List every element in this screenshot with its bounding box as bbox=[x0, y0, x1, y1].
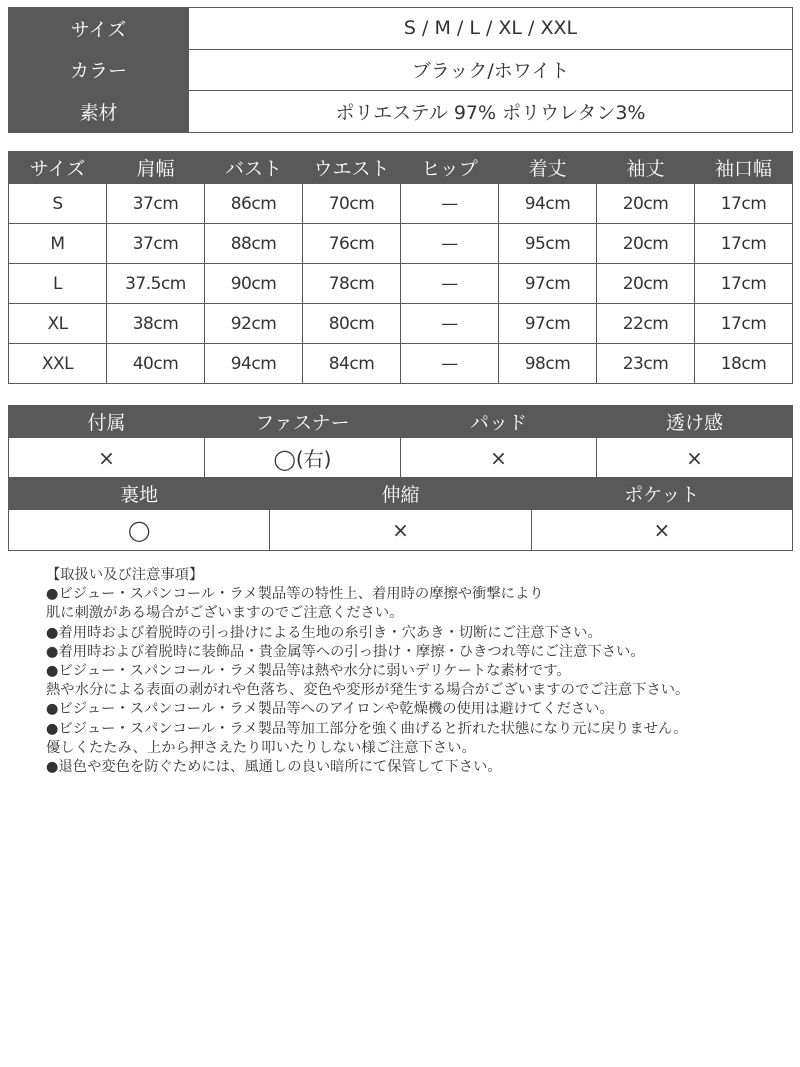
size-cell: 86cm bbox=[205, 184, 303, 224]
features-header-row bbox=[9, 406, 793, 438]
table-row bbox=[9, 304, 793, 344]
info-value-material: ポリエステル 97% ポリウレタン3% bbox=[189, 91, 793, 133]
size-cell: — bbox=[401, 264, 499, 304]
size-cell: 22cm bbox=[597, 304, 695, 344]
note-line: ●ビジュー・スパンコール・ラメ製品等へのアイロンや乾燥機の使用は避けてください。 bbox=[46, 701, 614, 718]
note-line: 優しくたたみ、上から押さえたり叩いたりしない様ご注意下さい。 bbox=[46, 739, 476, 756]
size-cell: — bbox=[401, 184, 499, 224]
feature-header-zipper: ファスナー bbox=[205, 406, 401, 438]
size-cell: 94cm bbox=[499, 184, 597, 224]
feature-value-lining: ◯ bbox=[9, 510, 270, 551]
size-cell: 97cm bbox=[499, 304, 597, 344]
size-cell: 70cm bbox=[303, 184, 401, 224]
size-cell: 90cm bbox=[205, 264, 303, 304]
size-cell: — bbox=[401, 224, 499, 264]
size-chart-table bbox=[8, 151, 793, 384]
feature-header-stretch: 伸縮 bbox=[270, 478, 531, 510]
table-row bbox=[9, 224, 793, 264]
size-cell: 20cm bbox=[597, 224, 695, 264]
info-row-material bbox=[9, 91, 793, 133]
care-notes bbox=[46, 566, 791, 777]
info-row-size bbox=[9, 8, 793, 50]
info-label-color: カラー bbox=[9, 49, 189, 91]
size-header-cell: ウエスト bbox=[303, 152, 401, 184]
size-cell: 97cm bbox=[499, 264, 597, 304]
size-cell: 76cm bbox=[303, 224, 401, 264]
size-cell: 78cm bbox=[303, 264, 401, 304]
feature-value-pad: × bbox=[401, 438, 597, 478]
size-cell: 37cm bbox=[107, 184, 205, 224]
info-label-size: サイズ bbox=[9, 8, 189, 50]
size-cell: 94cm bbox=[205, 344, 303, 384]
features-table-1 bbox=[8, 405, 793, 478]
size-header-cell: 袖口幅 bbox=[695, 152, 793, 184]
info-row-color bbox=[9, 49, 793, 91]
size-header-cell: 肩幅 bbox=[107, 152, 205, 184]
size-cell: 17cm bbox=[695, 264, 793, 304]
note-line: ●ビジュー・スパンコール・ラメ製品等加工部分を強く曲げると折れた状態になり元に戻りません。 bbox=[46, 720, 688, 737]
info-label-material: 素材 bbox=[9, 91, 189, 133]
feature-header-sheerness: 透け感 bbox=[597, 406, 793, 438]
size-cell: 23cm bbox=[597, 344, 695, 384]
size-cell: 80cm bbox=[303, 304, 401, 344]
size-cell: XXL bbox=[9, 344, 107, 384]
feature-value-sheerness: × bbox=[597, 438, 793, 478]
size-cell: M bbox=[9, 224, 107, 264]
features-table-2 bbox=[8, 477, 793, 551]
size-cell: 20cm bbox=[597, 264, 695, 304]
size-cell: XL bbox=[9, 304, 107, 344]
table-row bbox=[9, 184, 793, 224]
note-line: ●着用時および着脱時の引っ掛けによる生地の糸引き・穴あき・切断にご注意下さい。 bbox=[46, 624, 602, 641]
feature-header-accessories: 付属 bbox=[9, 406, 205, 438]
info-value-size: S / M / L / XL / XXL bbox=[189, 8, 793, 50]
size-chart-header-row bbox=[9, 152, 793, 184]
size-cell: 20cm bbox=[597, 184, 695, 224]
size-cell: 92cm bbox=[205, 304, 303, 344]
table-row bbox=[9, 264, 793, 304]
note-line: ●ビジュー・スパンコール・ラメ製品等の特性上、着用時の摩擦や衝撃により bbox=[46, 586, 544, 603]
features-value-row bbox=[9, 438, 793, 478]
size-cell: 17cm bbox=[695, 304, 793, 344]
size-cell: 38cm bbox=[107, 304, 205, 344]
size-cell: 98cm bbox=[499, 344, 597, 384]
size-header-cell: サイズ bbox=[9, 152, 107, 184]
feature-value-pocket: × bbox=[531, 510, 792, 551]
size-cell: 17cm bbox=[695, 184, 793, 224]
feature-value-stretch: × bbox=[270, 510, 531, 551]
note-line: ●ビジュー・スパンコール・ラメ製品等は熱や水分に弱いデリケートな素材です。 bbox=[46, 662, 571, 679]
size-header-cell: バスト bbox=[205, 152, 303, 184]
size-cell: — bbox=[401, 344, 499, 384]
features-header-row bbox=[9, 478, 793, 510]
feature-header-pocket: ポケット bbox=[531, 478, 792, 510]
size-cell: 40cm bbox=[107, 344, 205, 384]
table-row bbox=[9, 344, 793, 384]
note-line: ●退色や変色を防ぐためには、風通しの良い暗所にて保管して下さい。 bbox=[46, 758, 502, 775]
size-cell: 37.5cm bbox=[107, 264, 205, 304]
size-cell: 84cm bbox=[303, 344, 401, 384]
size-header-cell: 袖丈 bbox=[597, 152, 695, 184]
note-line: ●着用時および着脱時に装飾品・貴金属等への引っ掛け・摩擦・ひきつれ等にご注意下さい。 bbox=[46, 643, 645, 660]
size-cell: L bbox=[9, 264, 107, 304]
info-value-color: ブラック/ホワイト bbox=[189, 49, 793, 91]
feature-header-lining: 裏地 bbox=[9, 478, 270, 510]
size-cell: 95cm bbox=[499, 224, 597, 264]
size-cell: 17cm bbox=[695, 224, 793, 264]
notes-heading: 【取扱い及び注意事項】 bbox=[46, 567, 204, 583]
size-header-cell: ヒップ bbox=[401, 152, 499, 184]
note-line: 肌に刺激がある場合がございますのでご注意ください。 bbox=[46, 605, 404, 622]
size-cell: 18cm bbox=[695, 344, 793, 384]
product-info-table bbox=[8, 7, 793, 133]
features-value-row bbox=[9, 510, 793, 551]
feature-header-pad: パッド bbox=[401, 406, 597, 438]
size-cell: 37cm bbox=[107, 224, 205, 264]
feature-value-zipper: ◯(右) bbox=[205, 438, 401, 478]
size-cell: S bbox=[9, 184, 107, 224]
size-cell: — bbox=[401, 304, 499, 344]
size-cell: 88cm bbox=[205, 224, 303, 264]
feature-value-accessories: × bbox=[9, 438, 205, 478]
size-header-cell: 着丈 bbox=[499, 152, 597, 184]
note-line: 熱や水分による表面の剥がれや色落ち、変色や変形が発生する場合がございますのでご注意下さい。 bbox=[46, 682, 690, 699]
